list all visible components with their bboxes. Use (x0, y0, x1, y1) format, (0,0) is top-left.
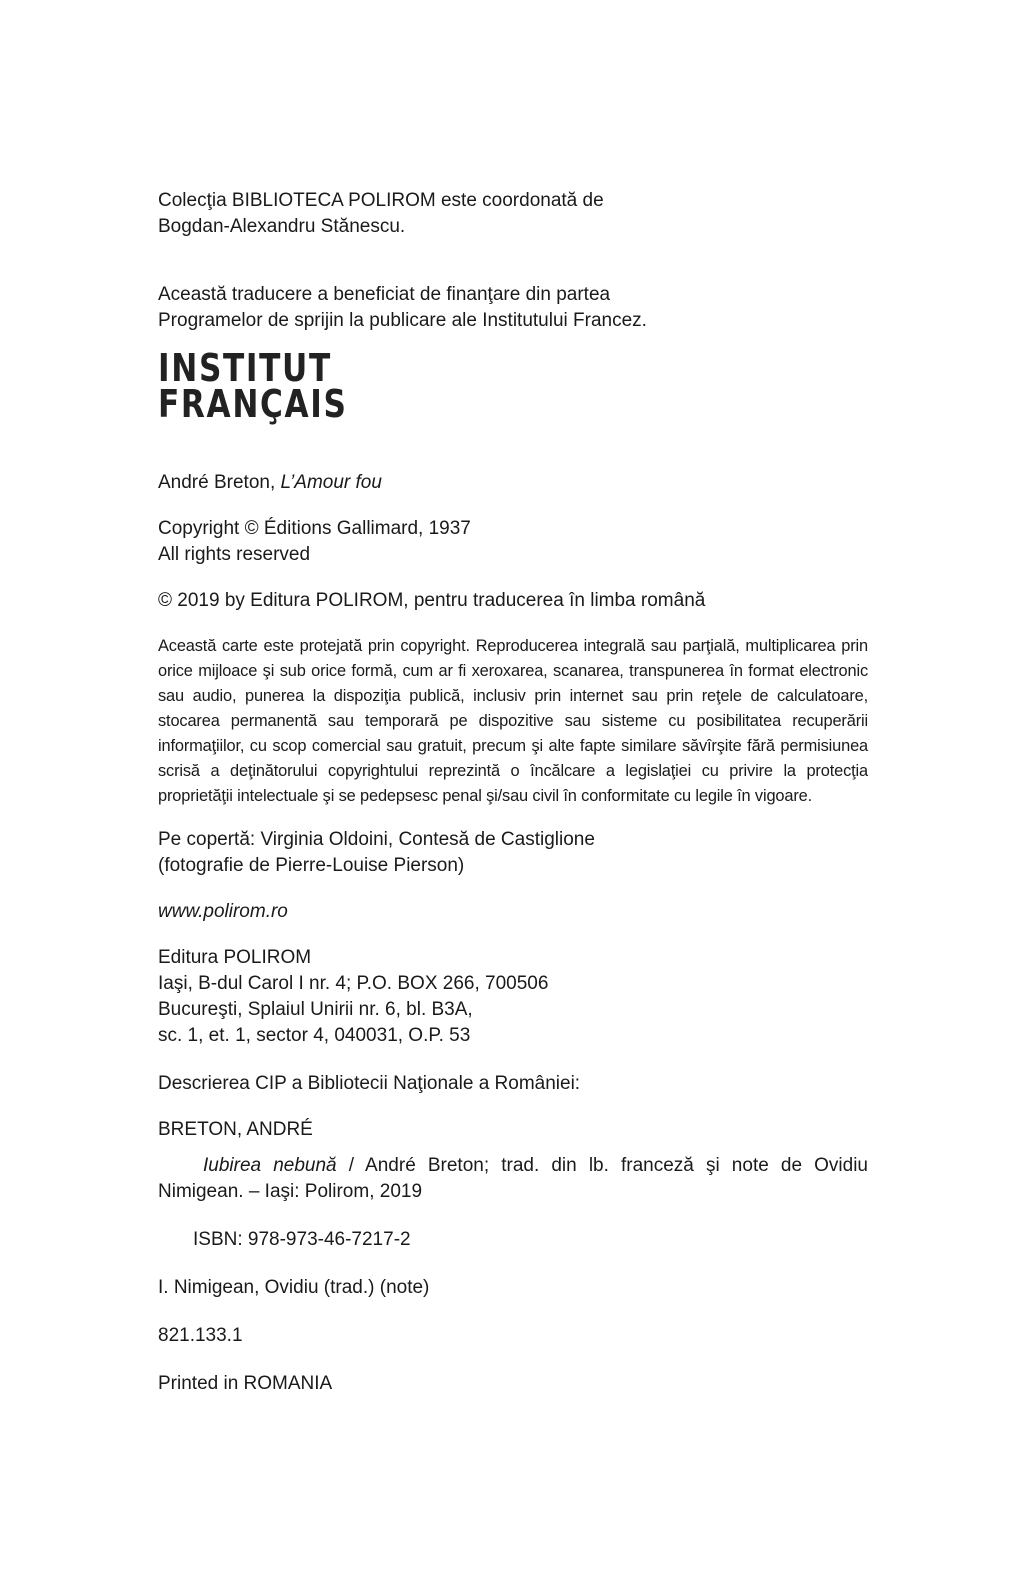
original-author: André Breton, (158, 472, 281, 493)
publisher-line: sc. 1, et. 1, sector 4, 040031, O.P. 53 (158, 1025, 471, 1046)
cdu-code: 821.133.1 (158, 1325, 243, 1346)
original-work (158, 470, 868, 496)
cip-heading: Descrierea CIP a Bibliotecii Naţionale a României: (158, 1073, 581, 1094)
cover-credit-line: Pe copertă: Virginia Oldoini, Contesă de Castiglione (158, 829, 595, 850)
original-copyright (158, 516, 868, 568)
collection-note-line: Bogdan-Alexandru Stănescu. (158, 216, 406, 237)
collection-note-line: Colecţia BIBLIOTECA POLIROM este coordonată de (158, 190, 604, 211)
cip-author: BRETON, ANDRÉ (158, 1119, 313, 1140)
funding-note-line: Programelor de sprijin la publicare ale Institutului Francez. (158, 310, 647, 331)
funding-note (158, 282, 868, 334)
publisher-line: Bucureşti, Splaiul Unirii nr. 6, bl. B3A, (158, 999, 473, 1020)
funding-note-line: Această traducere a beneficiat de finanţare din partea (158, 284, 611, 305)
website-link[interactable]: www.polirom.ro (158, 901, 288, 922)
copyright-line: Copyright © Éditions Gallimard, 1937 (158, 518, 471, 539)
cover-credit (158, 827, 868, 879)
cover-credit-line: (fotografie de Pierre-Louise Pierson) (158, 855, 465, 876)
cip-title: Iubirea nebună (203, 1155, 337, 1176)
publisher-address (158, 945, 868, 1049)
isbn: ISBN: 978-973-46-7217-2 (193, 1229, 411, 1250)
publisher-line: Iaşi, B-dul Carol I nr. 4; P.O. BOX 266, 700506 (158, 973, 549, 994)
institut-francais-logo (158, 346, 348, 426)
cip-entry (158, 1153, 868, 1205)
logo-line: INSTITUT (158, 346, 332, 390)
cip-indexing: I. Nimigean, Ovidiu (trad.) (note) (158, 1277, 430, 1298)
copyright-line: All rights reserved (158, 544, 311, 565)
copyright-page (158, 188, 868, 1397)
translation-copyright: © 2019 by Editura POLIROM, pentru traducerea în limba română (158, 590, 706, 611)
printed-in: Printed in ROMANIA (158, 1373, 333, 1394)
publisher-line: Editura POLIROM (158, 947, 312, 968)
collection-note (158, 188, 868, 240)
logo-line: FRANÇAIS (158, 382, 348, 426)
legal-notice: Această carte este protejată prin copyright. Reproducerea integrală sau parţială, multiplicarea prin orice mijloace şi sub orice formă, cum ar fi xeroxarea, scanarea, transpunerea în format electronic sau audio, punerea la dispoziţia publică, inclusiv prin internet sau prin reţele de calculatoare, stocarea permanentă sau temporară pe dispozitive sau sisteme cu posibilitatea recuperării informaţiilor, cu scop comercial sau gratuit, precum şi alte fapte similare săvîrşite fără permisiunea scrisă a deţinătorului copyrightului reprezintă o încălcare a legislaţiei cu privire la protecţia proprietăţii intelectuale şi se pedepsesc penal şi/sau civil în conformitate cu legile în vigoare. (158, 637, 868, 805)
cip-details: / André Breton; trad. din lb. franceză şi note de Ovidiu Nimigean. – Iaşi: Polirom, 2019 (158, 1155, 868, 1202)
original-title: L’Amour fou (280, 472, 382, 493)
